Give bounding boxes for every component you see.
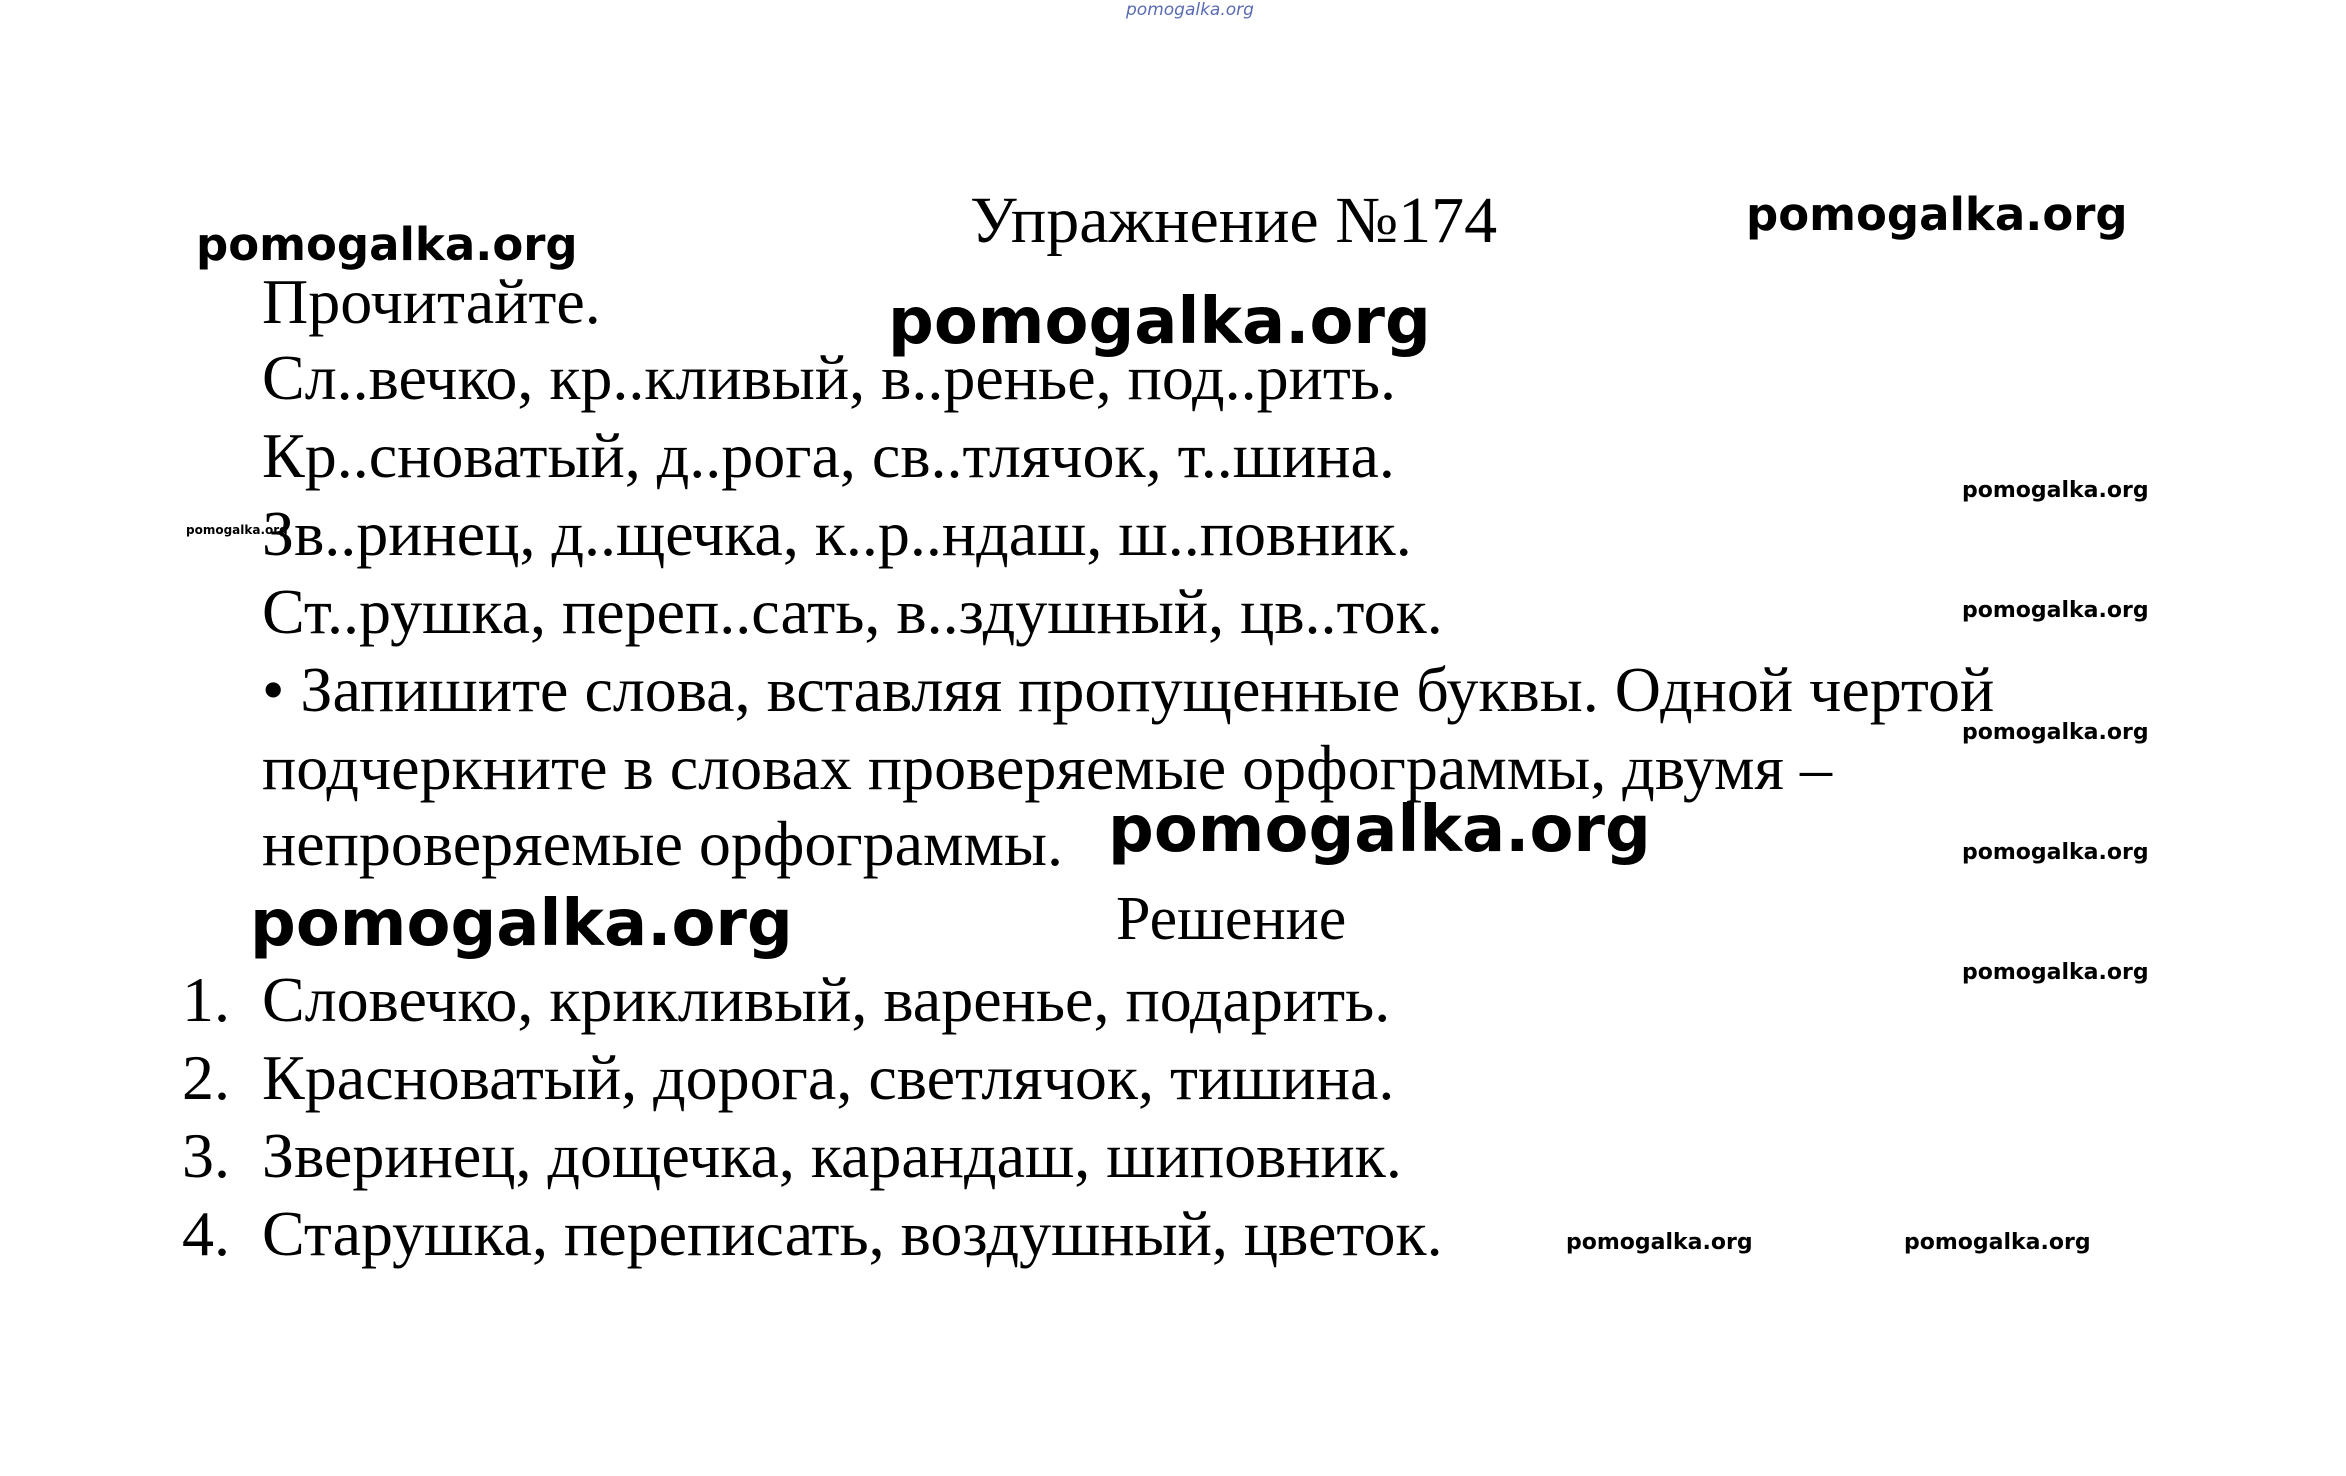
exercise-line-4: Ст..рушка, переп..сать, в..здушный, цв..ток. <box>262 576 1443 647</box>
watermark: pomogalka.org <box>1746 188 2128 241</box>
solution-item-2: Красноватый, дорога, светлячок, тишина. <box>262 1042 1395 1113</box>
task-line-1: • Запишите слова, вставляя пропущенные буквы. Одной чертой <box>262 654 1995 725</box>
watermark: pomogalka.org <box>1962 478 2149 503</box>
task-line-3: непроверяемые орфограммы. <box>262 808 1064 879</box>
watermark: pomogalka.org <box>1108 793 1651 867</box>
exercise-line-3: Зв..ринец, д..щечка, к..р..ндаш, ш..повник. <box>262 498 1412 569</box>
solution-item-4: Старушка, переписать, воздушный, цветок. <box>262 1198 1443 1269</box>
watermark: pomogalka.org <box>1904 1230 2091 1255</box>
watermark: pomogalka.org <box>888 285 1431 359</box>
watermark: pomogalka.org <box>1566 1230 1753 1255</box>
watermark: pomogalka.org <box>1962 598 2149 623</box>
solution-number-1: 1. <box>182 964 230 1035</box>
exercise-line-2: Кр..сноватый, д..рога, св..тлячок, т..шина. <box>262 420 1395 491</box>
watermark: pomogalka.org <box>1962 960 2149 985</box>
solution-number-2: 2. <box>182 1042 230 1113</box>
watermark: pomogalka.org <box>196 218 578 271</box>
watermark: pomogalka.org <box>1962 720 2149 745</box>
solution-heading: Решение <box>1116 885 1347 953</box>
solution-item-3: Зверинец, дощечка, карандаш, шиповник. <box>262 1120 1402 1191</box>
watermark: pomogalka.org <box>250 887 793 961</box>
task-line-2: подчеркните в словах проверяемые орфограммы, двумя – <box>262 732 1832 803</box>
solution-number-4: 4. <box>182 1198 230 1269</box>
solution-number-3: 3. <box>182 1120 230 1191</box>
solution-item-1: Словечко, крикливый, варенье, подарить. <box>262 964 1391 1035</box>
page-title: Упражнение №174 <box>970 184 1498 257</box>
instruction-line: Прочитайте. <box>262 266 601 337</box>
watermark: pomogalka.org <box>1962 840 2149 865</box>
exercise-line-1: Сл..вечко, кр..кливый, в..ренье, под..рить. <box>262 342 1396 413</box>
watermark: pomogalka.org <box>186 523 288 537</box>
header-watermark: pomogalka.org <box>1126 0 1254 20</box>
